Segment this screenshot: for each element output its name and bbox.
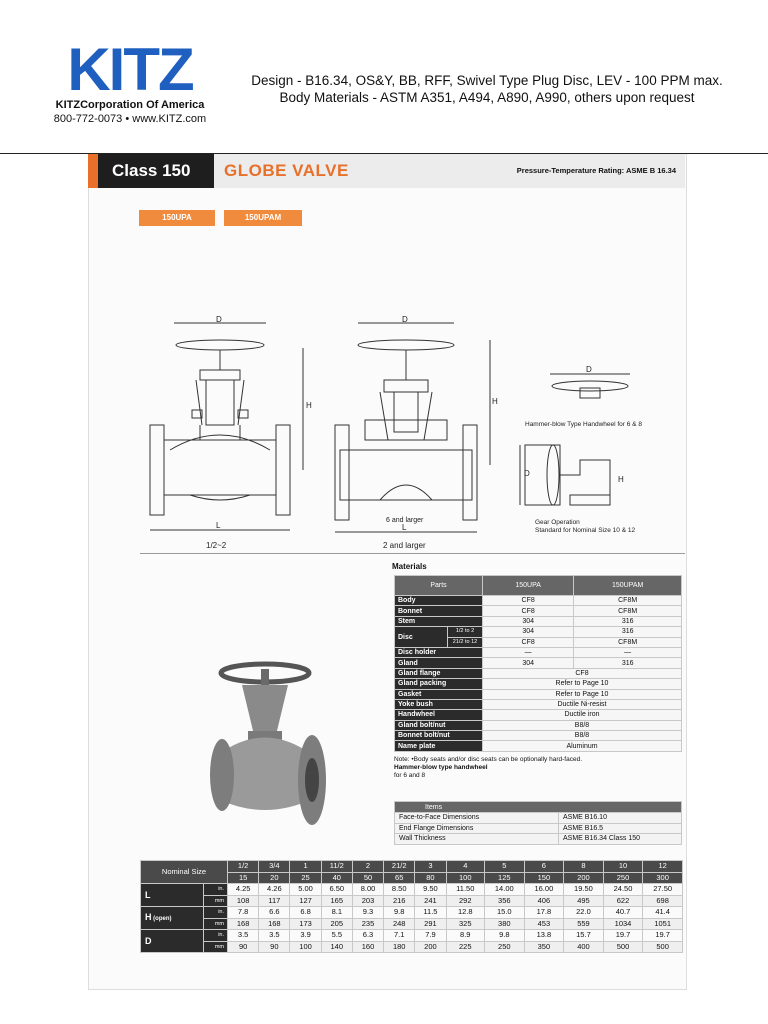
dimension-value-mm: 350	[524, 941, 564, 953]
dim-l-label-mid: L	[402, 523, 407, 532]
materials-row	[395, 658, 682, 668]
materials-row	[395, 720, 682, 730]
materials-row	[395, 668, 682, 678]
part-material-150upam: CF8M	[574, 596, 682, 606]
part-name: Gland	[395, 658, 483, 668]
nominal-size-mm: 50	[352, 872, 383, 884]
dimension-value-in: 19.7	[603, 930, 643, 942]
part-material-150upam: 316	[574, 658, 682, 668]
dimension-value-in: 3.5	[228, 930, 259, 942]
dimension-value-in: 6.8	[290, 907, 321, 919]
item-name: End Flange Dimensions	[395, 823, 559, 834]
dimension-value-in: 3.5	[259, 930, 290, 942]
part-material-common: Aluminum	[483, 741, 682, 751]
dimension-value-mm: 500	[643, 941, 683, 953]
dimension-value-mm: 495	[564, 895, 604, 907]
nominal-size-in: 5	[485, 861, 525, 873]
gear-operation-drawing	[520, 445, 610, 505]
nominal-size-in: 2	[352, 861, 383, 873]
part-material-common: Ductile Ni-resist	[483, 699, 682, 709]
unit-in-label: in.	[204, 930, 228, 942]
part-size-range: 21/2 to 12	[448, 637, 483, 647]
dimension-value-mm: 356	[485, 895, 525, 907]
dimension-h-in-row	[141, 907, 683, 919]
model-tag-150upa: 150UPA	[139, 210, 215, 226]
part-name: Bonnet	[395, 606, 483, 616]
unit-mm-label: mm	[204, 895, 228, 907]
nominal-size-label: Nominal Size	[141, 861, 228, 884]
part-name: Name plate	[395, 741, 483, 751]
part-name: Stem	[395, 616, 483, 626]
materials-title: Materials	[392, 562, 427, 571]
dimension-value-in: 24.50	[603, 884, 643, 896]
valve-drawings	[140, 300, 685, 555]
gear-caption-1: Gear Operation	[535, 519, 580, 526]
part-name: Gland bolt/nut	[395, 720, 483, 730]
dimension-value-in: 4.26	[259, 884, 290, 896]
materials-row	[395, 647, 682, 657]
item-value: ASME B16.5	[559, 823, 682, 834]
dimension-value-mm: 1034	[603, 918, 643, 930]
dimension-value-in: 8.1	[321, 907, 352, 919]
dimension-value-in: 8.50	[384, 884, 415, 896]
spec-line-design: Design - B16.34, OS&Y, BB, RFF, Swivel Type Plug Disc, LEV - 100 PPM max.	[251, 73, 723, 88]
dimension-value-mm: 100	[290, 941, 321, 953]
note-line-2: Hammer-blow type handwheel	[394, 764, 488, 771]
dimensions-table	[140, 860, 683, 953]
dimension-value-mm: 216	[384, 895, 415, 907]
part-material-common: B8/8	[483, 720, 682, 730]
dimension-d-label: D	[141, 930, 204, 953]
materials-header-150upa: 150UPA	[483, 576, 574, 596]
dimension-value-mm: 500	[603, 941, 643, 953]
nominal-size-mm: 150	[524, 872, 564, 884]
small-valve-drawing	[150, 323, 303, 530]
dimension-value-mm: 165	[321, 895, 352, 907]
nominal-size-in: 4	[446, 861, 484, 873]
dimension-label-sub: (open)	[151, 916, 172, 922]
part-material-150upa: CF8	[483, 637, 574, 647]
dimension-value-mm: 559	[564, 918, 604, 930]
part-material-common: Refer to Page 10	[483, 689, 682, 699]
dimension-value-in: 7.8	[228, 907, 259, 919]
dimension-value-in: 41.4	[643, 907, 683, 919]
items-table	[394, 801, 682, 845]
materials-row	[395, 596, 682, 606]
materials-row	[395, 679, 682, 689]
dimension-value-mm: 1051	[643, 918, 683, 930]
dimension-value-in: 27.50	[643, 884, 683, 896]
materials-row	[395, 731, 682, 741]
materials-row	[395, 627, 682, 637]
dimension-value-mm: 168	[228, 918, 259, 930]
nominal-size-mm: 250	[603, 872, 643, 884]
part-material-150upa: CF8	[483, 596, 574, 606]
dimension-value-mm: 291	[415, 918, 446, 930]
kitz-logo	[52, 42, 208, 98]
dimension-value-in: 7.9	[415, 930, 446, 942]
items-header-row	[395, 802, 682, 813]
dim-d-label-left: D	[216, 315, 222, 324]
dimension-value-in: 8.9	[446, 930, 484, 942]
items-title: Items	[395, 802, 682, 813]
part-material-150upa: 304	[483, 616, 574, 626]
dimension-value-in: 7.1	[384, 930, 415, 942]
dimension-value-mm: 168	[259, 918, 290, 930]
materials-header-row	[395, 576, 682, 596]
section-divider	[140, 553, 685, 554]
part-material-common: Ductile iron	[483, 710, 682, 720]
dim-h-label-gear: H	[618, 475, 624, 484]
dimension-value-in: 6.3	[352, 930, 383, 942]
dimension-value-mm: 380	[485, 918, 525, 930]
dimension-h-label: H (open)	[141, 907, 204, 930]
dimension-value-in: 6.6	[259, 907, 290, 919]
item-name: Wall Thickness	[395, 834, 559, 845]
gear-caption-2: Standard for Nominal Size 10 & 12	[535, 527, 636, 534]
materials-row	[395, 606, 682, 616]
unit-in-label: in.	[204, 907, 228, 919]
part-material-150upa: 304	[483, 627, 574, 637]
nominal-size-mm: 200	[564, 872, 604, 884]
dimension-value-mm: 400	[564, 941, 604, 953]
items-row	[395, 834, 682, 845]
pressure-rating: Pressure-Temperature Rating: ASME B 16.34	[516, 166, 676, 175]
dimension-value-mm: 200	[415, 941, 446, 953]
part-material-150upam: CF8M	[574, 637, 682, 647]
part-material-150upa: CF8	[483, 606, 574, 616]
dimension-value-mm: 203	[352, 895, 383, 907]
part-material-150upa: —	[483, 647, 574, 657]
dimension-value-mm: 108	[228, 895, 259, 907]
dimension-value-in: 15.0	[485, 907, 525, 919]
dimension-value-mm: 248	[384, 918, 415, 930]
nominal-size-in: 1	[290, 861, 321, 873]
title-accent	[88, 154, 98, 188]
dimension-value-mm: 225	[446, 941, 484, 953]
dimension-value-mm: 622	[603, 895, 643, 907]
part-name: Body	[395, 596, 483, 606]
dimension-value-in: 14.00	[485, 884, 525, 896]
dimension-value-mm: 325	[446, 918, 484, 930]
dimension-d-in-row	[141, 930, 683, 942]
nominal-size-in: 3	[415, 861, 446, 873]
nominal-size-in: 10	[603, 861, 643, 873]
dim-l-label-left: L	[216, 521, 221, 530]
nominal-size-in: 3/4	[259, 861, 290, 873]
part-name: Disc holder	[395, 647, 483, 657]
dimension-value-in: 16.00	[524, 884, 564, 896]
unit-mm-label: mm	[204, 941, 228, 953]
valve-photo	[200, 655, 335, 830]
items-row	[395, 823, 682, 834]
spec-line-materials: Body Materials - ASTM A351, A494, A890, A990, others upon request	[279, 90, 695, 105]
nominal-size-mm: 125	[485, 872, 525, 884]
dimension-value-mm: 453	[524, 918, 564, 930]
hammer-blow-caption: Hammer-blow Type Handwheel for 6 & 8	[525, 421, 642, 428]
dimension-value-mm: 117	[259, 895, 290, 907]
unit-mm-label: mm	[204, 918, 228, 930]
nominal-size-in: 12	[643, 861, 683, 873]
dim-d-label-mid: D	[402, 315, 408, 324]
dim-d-label-hammer: D	[586, 365, 592, 374]
part-name: Disc	[395, 627, 448, 648]
dimension-l-mm-row	[141, 895, 683, 907]
materials-header-parts: Parts	[395, 576, 483, 596]
dimension-value-in: 8.00	[352, 884, 383, 896]
svg-text:KITZ: KITZ	[67, 42, 193, 98]
materials-note	[394, 756, 684, 780]
dimension-value-mm: 698	[643, 895, 683, 907]
dimension-value-mm: 406	[524, 895, 564, 907]
part-name: Gasket	[395, 689, 483, 699]
nominal-size-in: 11/2	[321, 861, 352, 873]
dimension-value-mm: 292	[446, 895, 484, 907]
dimension-value-in: 5.5	[321, 930, 352, 942]
company-contact: 800-772-0073 • www.KITZ.com	[53, 113, 207, 125]
nominal-size-mm: 25	[290, 872, 321, 884]
dimension-value-in: 13.8	[524, 930, 564, 942]
nominal-size-mm: 80	[415, 872, 446, 884]
item-name: Face-to-Face Dimensions	[395, 813, 559, 824]
dimension-value-in: 11.5	[415, 907, 446, 919]
nominal-size-in: 21/2	[384, 861, 415, 873]
dimension-value-in: 19.50	[564, 884, 604, 896]
part-material-150upa: 304	[483, 658, 574, 668]
company-name: KITZCorporation Of America	[55, 99, 205, 111]
nominal-size-mm: 40	[321, 872, 352, 884]
dimension-value-in: 9.3	[352, 907, 383, 919]
dimension-value-in: 40.7	[603, 907, 643, 919]
dimension-value-in: 9.50	[415, 884, 446, 896]
dimension-d-mm-row	[141, 941, 683, 953]
dimension-value-in: 6.50	[321, 884, 352, 896]
dimension-value-in: 22.0	[564, 907, 604, 919]
part-size-range: 1/2 to 2	[448, 627, 483, 637]
materials-row	[395, 710, 682, 720]
dimension-value-mm: 140	[321, 941, 352, 953]
dimension-value-in: 3.9	[290, 930, 321, 942]
dimension-value-in: 4.25	[228, 884, 259, 896]
nominal-size-in: 1/2	[228, 861, 259, 873]
dimension-value-mm: 160	[352, 941, 383, 953]
part-material-150upam: —	[574, 647, 682, 657]
dimension-h-mm-row	[141, 918, 683, 930]
part-name: Handwheel	[395, 710, 483, 720]
design-spec	[226, 72, 748, 106]
items-row	[395, 813, 682, 824]
dimension-l-label: L	[141, 884, 204, 907]
nominal-size-mm: 100	[446, 872, 484, 884]
note-line-1: Note: •Body seats and/or disc seats can be optionally hard-faced.	[394, 756, 582, 763]
materials-row	[395, 741, 682, 751]
materials-table	[394, 575, 682, 752]
part-material-150upam: 316	[574, 616, 682, 626]
dimension-value-mm: 127	[290, 895, 321, 907]
dimension-value-mm: 90	[228, 941, 259, 953]
dimension-value-in: 11.50	[446, 884, 484, 896]
dimension-value-mm: 250	[485, 941, 525, 953]
part-name: Yoke bush	[395, 699, 483, 709]
part-material-common: Refer to Page 10	[483, 679, 682, 689]
dim-h-label-left: H	[306, 401, 312, 410]
materials-header-150upam: 150UPAM	[574, 576, 682, 596]
small-size-label: 1/2~2	[206, 541, 227, 550]
nominal-size-mm: 15	[228, 872, 259, 884]
part-name: Gland flange	[395, 668, 483, 678]
class-label: Class 150	[98, 154, 214, 188]
part-material-150upam: CF8M	[574, 606, 682, 616]
dimension-value-mm: 241	[415, 895, 446, 907]
dimension-value-in: 12.8	[446, 907, 484, 919]
six-and-larger-label: 6 and larger	[386, 517, 424, 524]
part-name: Gland packing	[395, 679, 483, 689]
dimension-value-mm: 173	[290, 918, 321, 930]
part-material-common: B8/8	[483, 731, 682, 741]
materials-row	[395, 616, 682, 626]
hammer-blow-handwheel-drawing	[550, 374, 630, 398]
dimension-value-in: 17.8	[524, 907, 564, 919]
dimension-value-mm: 180	[384, 941, 415, 953]
dim-d-label-gear: D	[524, 469, 530, 478]
item-value: ASME B16.10	[559, 813, 682, 824]
nominal-size-mm: 300	[643, 872, 683, 884]
dimension-l-in-row	[141, 884, 683, 896]
nominal-size-mm: 20	[259, 872, 290, 884]
nominal-size-in: 8	[564, 861, 604, 873]
dim-h-label-mid: H	[492, 397, 498, 406]
nominal-size-mm: 65	[384, 872, 415, 884]
note-line-3: for 6 and 8	[394, 772, 426, 779]
dimension-value-in: 9.8	[485, 930, 525, 942]
part-material-150upam: 316	[574, 627, 682, 637]
model-tag-150upam: 150UPAM	[224, 210, 302, 226]
dimension-value-in: 5.00	[290, 884, 321, 896]
sheet-title: GLOBE VALVE	[224, 161, 349, 180]
large-size-label: 2 and larger	[383, 541, 426, 550]
large-valve-drawing	[335, 323, 490, 532]
dimension-value-mm: 205	[321, 918, 352, 930]
dimension-value-in: 15.7	[564, 930, 604, 942]
part-material-common: CF8	[483, 668, 682, 678]
materials-row	[395, 689, 682, 699]
nominal-size-in-row	[141, 861, 683, 873]
unit-in-label: in.	[204, 884, 228, 896]
dimension-value-in: 19.7	[643, 930, 683, 942]
part-name: Bonnet bolt/nut	[395, 731, 483, 741]
dimension-value-mm: 235	[352, 918, 383, 930]
nominal-size-in: 6	[524, 861, 564, 873]
dimension-value-in: 9.8	[384, 907, 415, 919]
item-value: ASME B16.34 Class 150	[559, 834, 682, 845]
materials-row	[395, 699, 682, 709]
dimension-value-mm: 90	[259, 941, 290, 953]
